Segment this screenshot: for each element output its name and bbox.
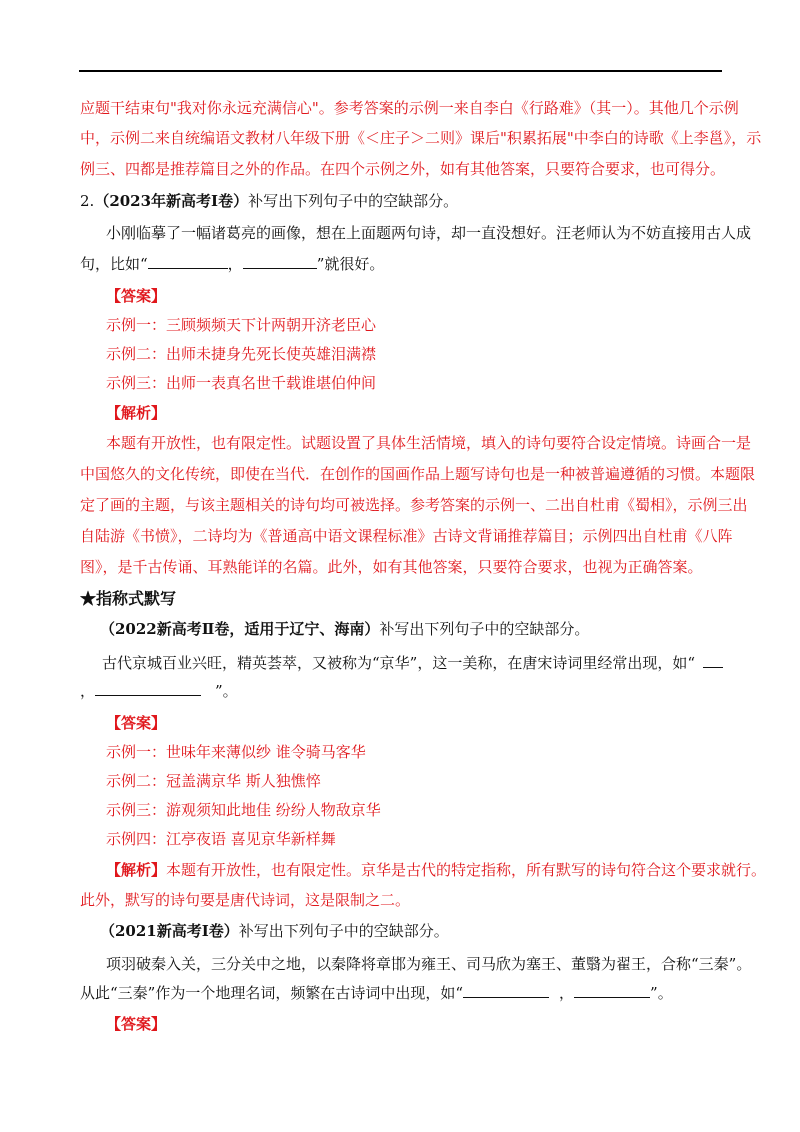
analysis-line: 自陆游《书愤》，二诗均为《普通高中语文课程标准》古诗文背诵推荐篇目；示例四出自杜甫《八阵 [80,527,733,545]
analysis-line: 例三、四都是推荐篇目之外的作品。在四个示例之外，如有其他答案，只要符合要求，也可得分。 [80,160,726,178]
question-text [80,253,730,275]
question-text-part: 古代京城百业兴旺，精英荟萃，又被称为“京华”，这一美称，在唐宋诗词里经常出现，如“ [102,654,696,672]
analysis-tag: 【解析】 [106,861,167,879]
analysis-line: 中国悠久的文化传统，即使在当代．在创作的国画作品上题写诗句也是一种被普遍遵循的习惯。本题限 [80,465,756,483]
answer-blank [243,254,317,269]
answer-item: 示例一：三顾频频天下计两朝开济老臣心 [106,316,377,334]
question-text [102,652,752,674]
answer-item: 示例三：出师一表真名世千载谁堪伯仲间 [106,374,377,392]
question-number: 2. [80,192,95,210]
answer-item: 示例四：江亭夜语 喜见京华新样舞 [106,830,336,848]
answer-item: 示例二：冠盖满京华 斯人独憔悴 [106,772,321,790]
question-header [100,920,750,942]
question-text-part: 句，比如“ [80,255,148,273]
answer-blank [463,983,549,998]
question-text-part: ， [80,682,96,700]
question-text-part: ， [227,255,243,273]
analysis-line: 应题干结束句"我对你永远充满信心"。参考答案的示例一来自李白《行路难》（其一）。其他几个示例 [80,99,739,117]
answer-tag: 【答案】 [106,714,167,732]
question-text [80,982,730,1004]
analysis-line: 中，示例二来自统编语文教材八年级下册《＜庄子＞二则》课后"积累拓展"中李白的诗歌《上李邕》，示 [80,129,762,147]
question-prompt: 补写出下列句子中的空缺部分。 [379,620,590,638]
question-source: （2021新高考Ⅰ卷） [100,922,239,940]
question-header [80,190,730,212]
answer-blank [574,983,650,998]
question-text: 小刚临摹了一幅诸葛亮的画像，想在上面题两句诗，却一直没想好。汪老师认为不妨直接用古人成 [106,224,752,242]
header-rule [79,70,722,72]
answer-tag: 【答案】 [106,1015,167,1033]
question-text-part: ”。 [650,984,673,1002]
question-text-part: 从此“三秦”作为一个地理名词，频繁在古诗词中出现，如“ [80,984,464,1002]
analysis-line: 图》，是千古传诵、耳熟能详的名篇。此外，如有其他答案，只要符合要求，也视为正确答案。 [80,558,703,576]
question-text-part: ”就很好。 [316,255,385,273]
answer-blank [703,653,723,668]
answer-tag: 【答案】 [106,287,167,305]
question-source: （2023年新高考Ⅰ卷） [94,192,249,210]
answer-blank [148,254,228,269]
answer-item: 示例二：出师未捷身先死长使英雄泪满襟 [106,345,377,363]
section-heading: ★指称式默写 [80,589,177,608]
question-text-part: ”。 [215,682,238,700]
question-text [80,680,730,702]
question-source: （2022新高考Ⅱ卷，适用于辽宁、海南） [100,620,380,638]
question-header [100,618,750,640]
answer-item: 示例三：游观须知此地佳 纷纷人物敌京华 [106,801,381,819]
analysis-text: 本题有开放性，也有限定性。京华是古代的特定指称，所有默写的诗句符合这个要求就行。 [166,861,767,879]
question-prompt: 补写出下列句子中的空缺部分。 [248,192,459,210]
answer-blank [95,681,201,696]
question-text-part: ， [559,984,575,1002]
analysis-line: 本题有开放性，也有限定性。试题设置了具体生活情境，填入的诗句要符合设定情境。诗画合一是 [106,434,752,452]
answer-item: 示例一：世味年来薄似纱 谁令骑马客华 [106,743,366,761]
analysis-tag: 【解析】 [106,404,167,422]
analysis-line: 此外，默写的诗句要是唐代诗词，这是限制之二。 [80,891,411,909]
analysis-line [106,859,767,881]
question-prompt: 补写出下列句子中的空缺部分。 [238,922,449,940]
question-text: 项羽破秦入关，三分关中之地，以秦降将章邯为雍王、司马欣为塞王、董翳为翟王，合称“三秦”。 [106,955,752,973]
analysis-line: 定了画的主题，与该主题相关的诗句均可被选择。参考答案的示例一、二出自杜甫《蜀相》，示例三出 [80,496,748,514]
